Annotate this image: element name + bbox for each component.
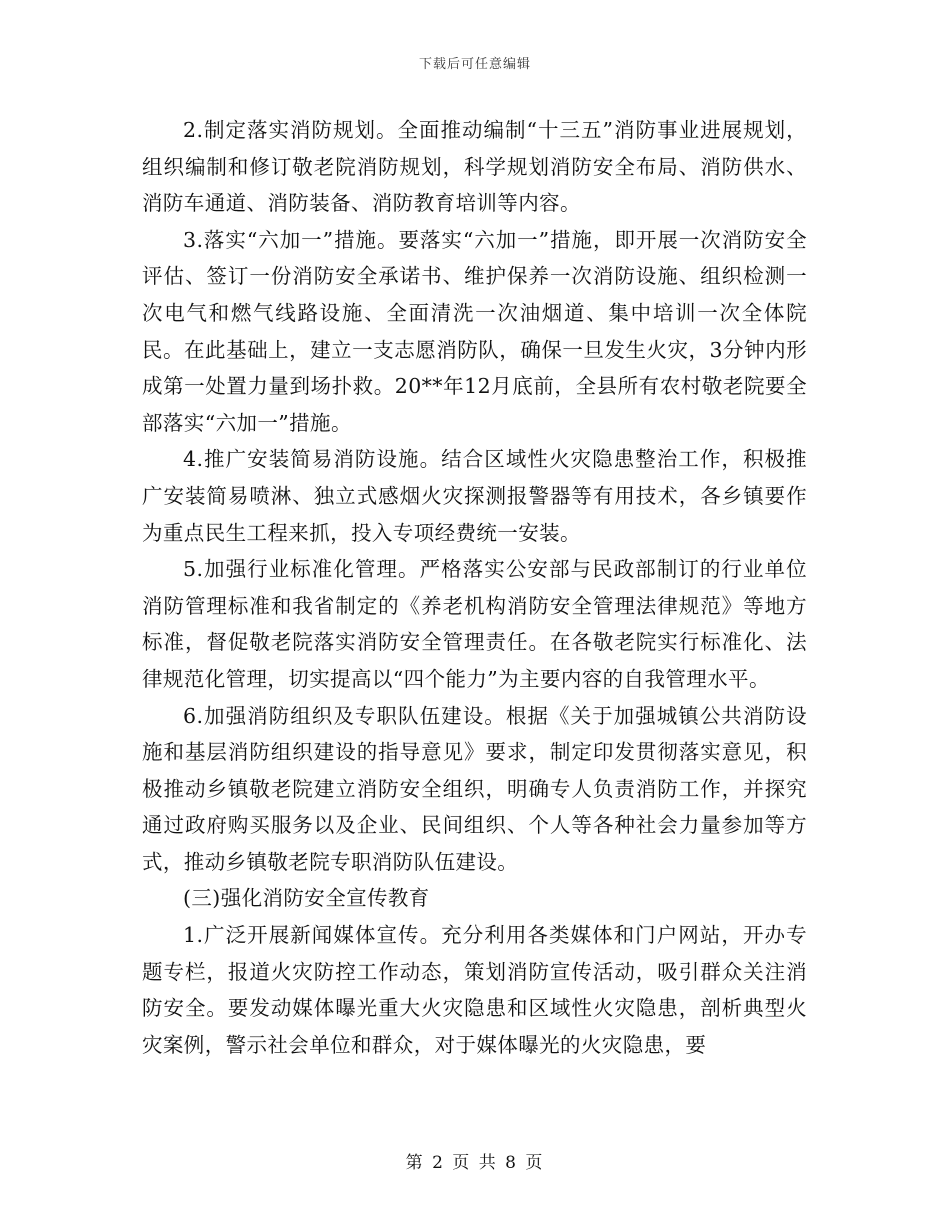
paragraph-simple-facilities: 4.推广安装简易消防设施。结合区域性火灾隐患整治工作，积极推广安装简易喷淋、独立式感烟火灾探测报警器等有用技术，各乡镇要作为重点民生工程来抓，投入专项经费统一安装。: [142, 447, 807, 545]
page-header-note: 下载后可任意编辑: [418, 57, 531, 72]
paragraph-six-plus-one: 3.落实“六加一”措施。要落实“六加一”措施，即开展一次消防安全评估、签订一份消防安全承诺书、维护保养一次消防设施、组织检测一次电气和燃气线路设施、全面清洗一次油烟道、集中培训一次全体院民。在此基础上，建立一支志愿消防队，确保一旦发生火灾，3分钟内形成第一处置力量到场扑救。20**年12月底前，全县所有农村敬老院要全部落实“六加一”措施。: [142, 227, 807, 435]
paragraph-fire-teams: 6.加强消防组织及专职队伍建设。根据《关于加强城镇公共消防设施和基层消防组织建设的指导意见》要求，制定印发贯彻落实意见，积极推动乡镇敬老院建立消防安全组织，明确专人负责消防工作，并探究通过政府购买服务以及企业、民间组织、个人等各种社会力量参加等方式，推动乡镇敬老院专职消防队伍建设。: [142, 703, 807, 874]
paragraph-plan: 2.制定落实消防规划。全面推动编制“十三五”消防事业进展规划，组织编制和修订敬老院消防规划，科学规划消防安全布局、消防供水、消防车通道、消防装备、消防教育培训等内容。: [142, 118, 807, 216]
section-heading-publicity: (三)强化消防安全宣传教育: [183, 886, 430, 911]
document-body: [142, 112, 807, 1063]
paragraph-standardization: 5.加强行业标准化管理。严格落实公安部与民政部制订的行业单位消防管理标准和我省制定的《养老机构消防安全管理法律规范》等地方标准，督促敬老院落实消防安全管理责任。在各敬老院实行标准化、法律规范化管理，切实提高以“四个能力”为主要内容的自我管理水平。: [142, 557, 807, 691]
page-number: 第 2 页 共 8 页: [405, 1153, 545, 1173]
paragraph-media-publicity: 1.广泛开展新闻媒体宣传。充分利用各类媒体和门户网站，开办专题专栏，报道火灾防控工作动态，策划消防宣传活动，吸引群众关注消防安全。要发动媒体曝光重大火灾隐患和区域性火灾隐患，剖析典型火灾案例，警示社会单位和群众，对于媒体曝光的火灾隐患，要: [142, 923, 807, 1057]
